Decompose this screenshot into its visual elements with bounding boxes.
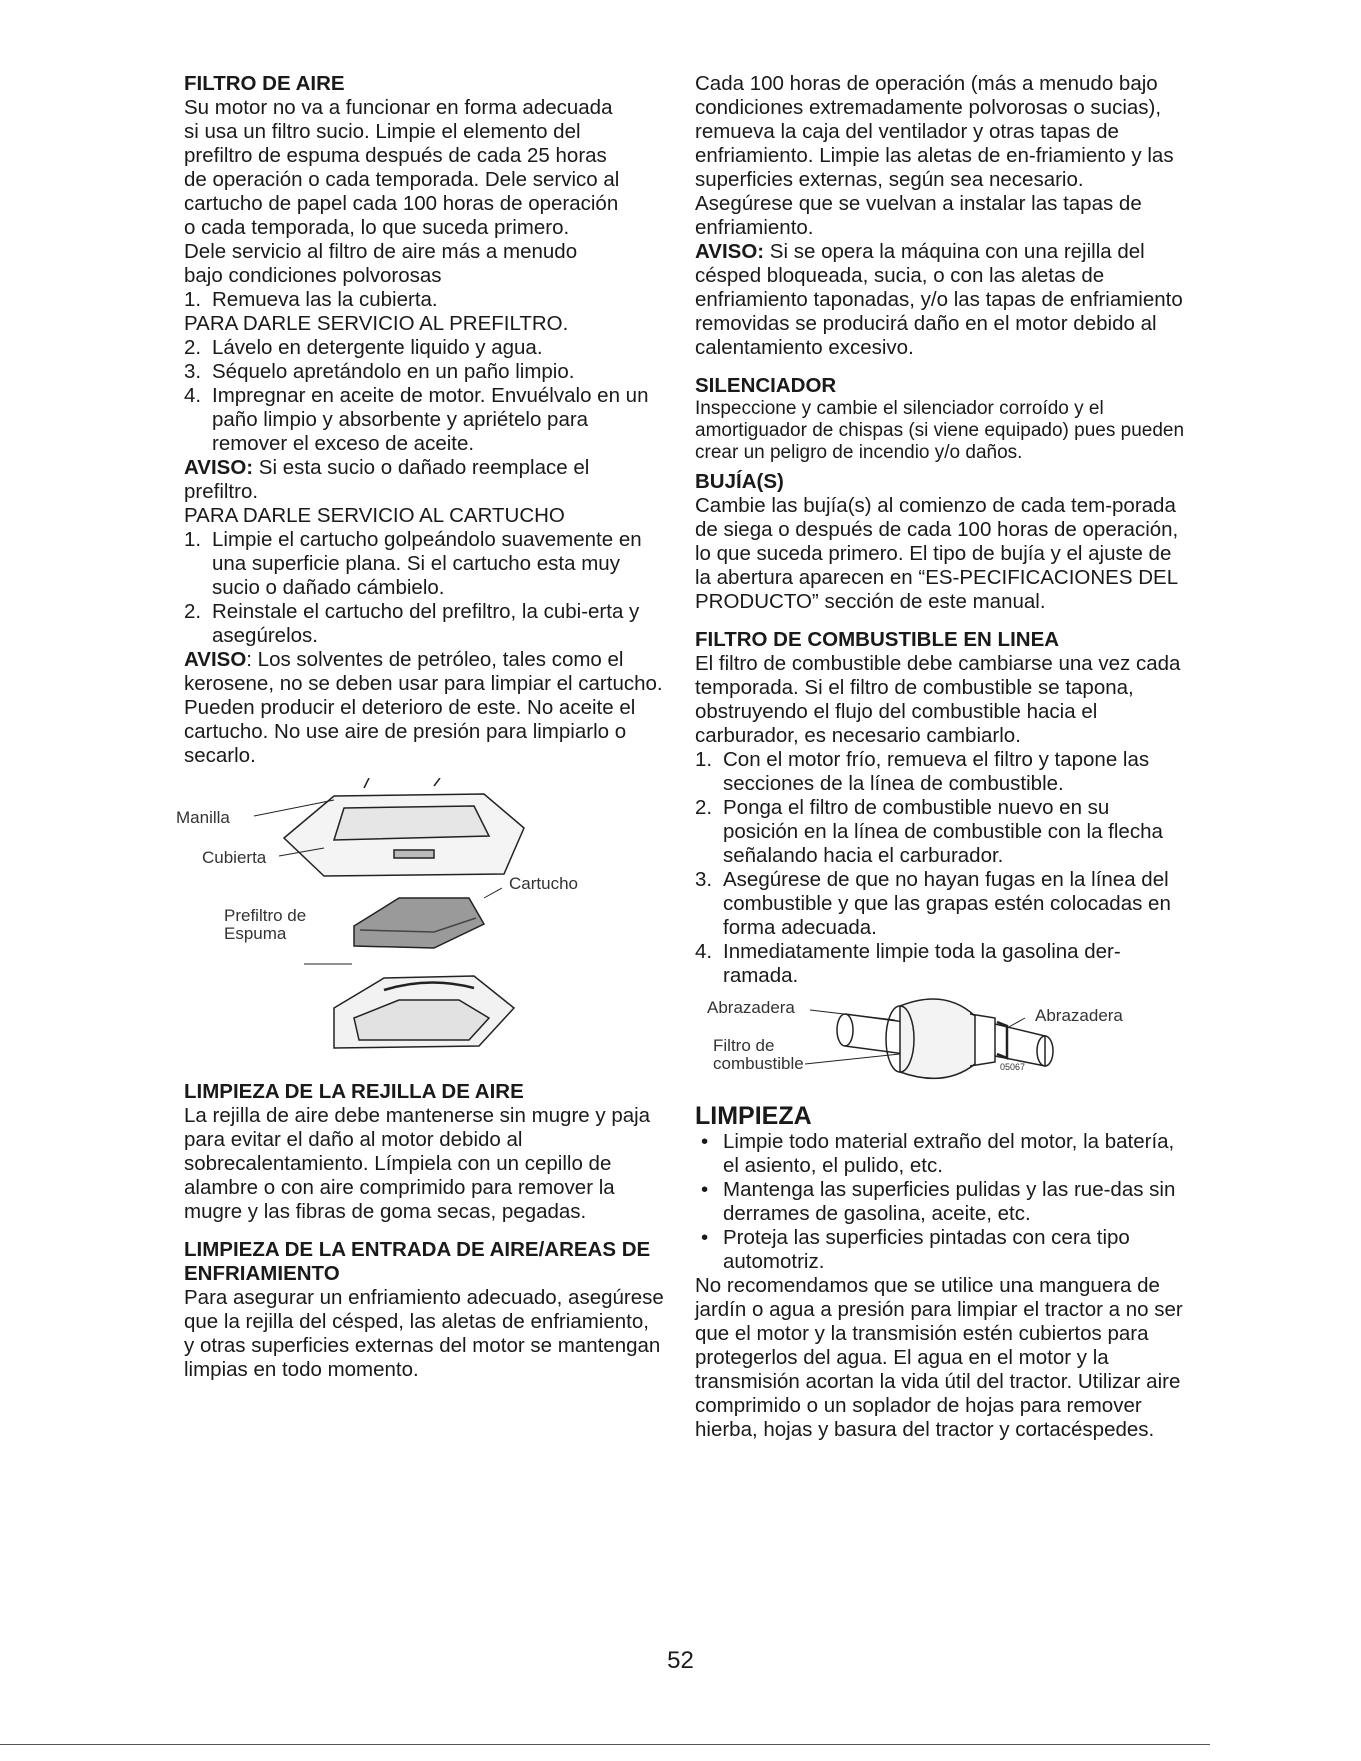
air-filter-figure	[176, 778, 664, 1066]
prefiltro-heading: PARA DARLE SERVICIO AL PREFILTRO.	[184, 312, 569, 335]
left-column	[176, 72, 664, 1382]
prefiltro-label: Espuma	[224, 924, 287, 943]
aviso-text: Si esta sucio o dañado reemplace el prefiltro.	[184, 456, 590, 503]
item-number: 1.	[184, 288, 202, 311]
item-number: 2.	[695, 796, 713, 819]
figure-code: 05067	[1000, 1062, 1026, 1072]
bujia-text: Cambie las bujía(s) al comienzo de cada tem-porada de siega o después de cada 100 horas de operación, lo que suceda primero. El tipo de bujía y el ajuste de la abertura aparecen en “ES-PECIFICACIONES DEL PRODUCTO” sección de este manual.	[695, 494, 1179, 613]
item-number: 2.	[184, 336, 202, 359]
list-item	[184, 336, 664, 360]
silenciador-text: Inspeccione y cambie el silenciador corroído y el amortiguador de chispas (si viene equipado) pues pueden crear un peligro de incendio y/o daños.	[695, 398, 1185, 463]
aviso-label: AVISO:	[695, 240, 765, 263]
manilla-label: Manilla	[176, 808, 230, 827]
bujia-title: BUJÍA(S)	[695, 470, 784, 493]
combustible-title: FILTRO DE COMBUSTIBLE EN LINEA	[695, 628, 1060, 651]
filtro-combustible-label: Filtro de	[713, 1036, 775, 1055]
filtro-aire-title: FILTRO DE AIRE	[184, 72, 345, 95]
item-number: 3.	[695, 868, 713, 891]
list-item: • Proteja las superficies pintadas con cera tipo automotriz.	[701, 1226, 1130, 1273]
prefiltro-label: Prefiltro de	[224, 906, 307, 925]
item-number: 1.	[184, 528, 202, 551]
item-text: Remueva las la cubierta.	[212, 288, 438, 311]
cartucho-label: Cartucho	[509, 874, 578, 893]
item-text: Lávelo en detergente liquido y agua.	[212, 336, 543, 359]
bullet-text: Mantenga las superficies pulidas y las rue-das sin derrames de gasolina, aceite, etc.	[723, 1178, 1176, 1225]
abrazadera-label: Abrazadera	[1035, 1006, 1123, 1025]
item-text: Séquelo apretándolo en un paño limpio.	[212, 360, 575, 383]
cubierta-label: Cubierta	[202, 848, 267, 867]
bullet-text: Limpie todo material extraño del motor, la batería, el asiento, el pulido, etc.	[723, 1130, 1175, 1177]
rejilla-title: LIMPIEZA DE LA REJILLA DE AIRE	[184, 1080, 524, 1103]
list-item	[184, 360, 664, 384]
page-number: 52	[667, 1647, 694, 1674]
list-item: • Limpie todo material extraño del motor, la batería, el asiento, el pulido, etc.	[701, 1130, 1175, 1177]
filtro-aire-line: Dele servicio al filtro de aire más a menudo	[184, 240, 578, 263]
abrazadera-label: Abrazadera	[707, 998, 795, 1017]
list-item	[184, 288, 664, 312]
filtro-aire-line: o cada temporada, lo que suceda primero.	[184, 216, 570, 239]
list-item	[695, 940, 1185, 988]
entrada-text: Para asegurar un enfriamiento adecuado, asegúrese que la rejilla del césped, las aletas de enfriamiento, y otras superficies externas del motor se mantengan limpias en todo momento.	[184, 1286, 664, 1381]
aviso-paragraph	[184, 456, 664, 504]
filtro-aire-line: cartucho de papel cada 100 horas de operación	[184, 192, 619, 215]
combustible-text: El filtro de combustible debe cambiarse una vez cada temporada. Si el filtro de combustible se tapona, obstruyendo el flujo del combustible hacia el carburador, es necesario cambiarlo.	[695, 652, 1181, 747]
cartucho-heading: PARA DARLE SERVICIO AL CARTUCHO	[184, 504, 565, 527]
item-text: Con el motor frío, remueva el filtro y tapone las secciones de la línea de combustible.	[723, 748, 1150, 795]
filtro-aire-line: si usa un filtro sucio. Limpie el elemento del	[184, 120, 581, 143]
silenciador-title: SILENCIADOR	[695, 374, 837, 397]
filtro-aire-line: prefiltro de espuma después de cada 25 horas	[184, 144, 607, 167]
limpieza-title: LIMPIEZA	[695, 1102, 812, 1130]
aviso-label: AVISO:	[184, 456, 254, 479]
item-number: 1.	[695, 748, 713, 771]
aviso-paragraph	[184, 648, 664, 768]
limpieza-text: No recomendamos que se utilice una manguera de jardín o agua a presión para limpiar el tractor a no ser que el motor y la transmisión estén cubiertos para protegerlos del agua. El agua en el motor y la transmisión acortan la vida útil del tractor. Utilizar aire comprimido o un soplador de hojas para remover hierba, hojas y basura del tractor y cortacéspedes.	[695, 1274, 1183, 1441]
bullet-text: Proteja las superficies pintadas con cera tipo automotriz.	[723, 1226, 1130, 1273]
list-item	[695, 796, 1185, 868]
filtro-aire-line: bajo condiciones polvorosas	[184, 264, 442, 287]
list-item: • Mantenga las superficies pulidas y las rue-das sin derrames de gasolina, aceite, etc.	[701, 1178, 1176, 1225]
filtro-aire-line: Su motor no va a funcionar en forma adecuada	[184, 96, 613, 119]
rejilla-text: La rejilla de aire debe mantenerse sin mugre y paja para evitar el daño al motor debido al sobrecalentamiento. Límpiela con un cepillo de alambre o con aire comprimido para remover la mugre y las fibras de goma secas, pegadas.	[184, 1104, 651, 1223]
item-text: Ponga el filtro de combustible nuevo en su posición en la línea de combustible con la flecha señalando hacia el carburador.	[723, 796, 1163, 867]
item-text: Limpie el cartucho golpeándolo suavemente en una superficie plana. Si el cartucho esta muy sucio o dañado cámbielo.	[212, 528, 642, 599]
footer-divider	[0, 1744, 1210, 1745]
list-item	[184, 384, 664, 456]
filtro-aire-line: de operación o cada temporada. Dele servico al	[184, 168, 620, 191]
entrada-title: LIMPIEZA DE LA ENTRADA DE AIRE/AREAS DE ENFRIAMIENTO	[184, 1238, 651, 1285]
cada-text: Cada 100 horas de operación (más a menudo bajo condiciones extremadamente polvorosas o sucias), remueva la caja del ventilador y otras tapas de enfriamiento. Limpie las aletas de en-friamiento y las superficies externas, según sea necesario. Asegúrese que se vuelvan a instalar las tapas de enfriamiento.	[695, 72, 1174, 239]
item-number: 3.	[184, 360, 202, 383]
item-number: 4.	[695, 940, 713, 963]
aviso-label: AVISO	[184, 648, 247, 671]
item-text: Asegúrese de que no hayan fugas en la línea del combustible y que las grapas estén colocadas en forma adecuada.	[723, 868, 1171, 939]
aviso-text: Si se opera la máquina con una rejilla del césped bloqueada, sucia, o con las aletas de enfriamiento taponadas, y/o las tapas de enfriamiento removidas se producirá daño en el motor debido al calentamiento excesivo.	[695, 240, 1183, 359]
item-number: 4.	[184, 384, 202, 407]
list-item	[184, 528, 664, 600]
list-item	[695, 748, 1185, 796]
aviso-text: : Los solventes de petróleo, tales como el kerosene, no se deben usar para limpiar el cartucho. Pueden producir el deterioro de este. No aceite el cartucho. No use aire de presión para limpiarlo o secarlo.	[184, 648, 663, 767]
list-item	[184, 600, 664, 648]
item-number: 2.	[184, 600, 202, 623]
aviso-paragraph	[695, 240, 1185, 360]
item-text: Inmediatamente limpie toda la gasolina der-ramada.	[723, 940, 1121, 987]
fuel-filter-figure	[695, 992, 1185, 1088]
item-text: Impregnar en aceite de motor. Envuélvalo en un paño limpio y absorbente y apriételo para remover el exceso de aceite.	[212, 384, 649, 455]
list-item	[695, 868, 1185, 940]
right-column	[695, 72, 1185, 1442]
filtro-combustible-label: combustible	[713, 1054, 804, 1073]
item-text: Reinstale el cartucho del prefiltro, la cubi-erta y asegúrelos.	[212, 600, 640, 647]
